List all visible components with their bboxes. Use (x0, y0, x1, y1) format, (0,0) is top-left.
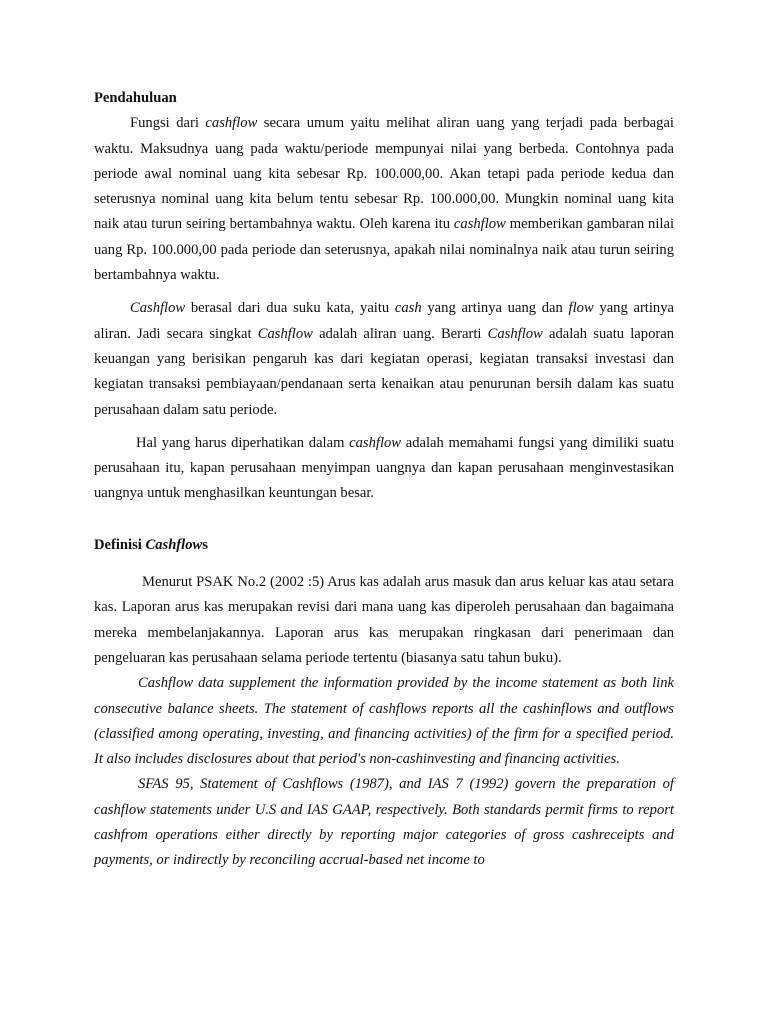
paragraph-italic (94, 671, 674, 772)
text-run: Hal yang harus diperhatikan dalam (136, 434, 350, 451)
text-run: adalah suatu laporan keuangan yang berisikan pengaruh kas dari kegiatan operasi, kegiatan transaksi investasi dan kegiatan transaksi pembiayaan/pendanaan serta kenaikan atau penurunan bersih dalam kas suatu perusahaan dalam satu periode. (94, 325, 675, 418)
text-run-italic: SFAS 95, Statement of Cashflows (1987), and IAS 7 (1992) govern the preparation of cashflow statements under U.S and IAS GAAP, respectively. Both standards permit firms to report cashfrom operations either directly by reporting major categories of gross cashreceipts and payments, or indirectly by reconciling accrual-based net income to (94, 776, 674, 869)
paragraph (94, 296, 674, 422)
text-run: memberikan gambaran nilai uang Rp. 100.000,00 pada periode dan seterusnya, apakah nilai nominalnya naik atau turun seiring bertambahnya waktu. (94, 216, 674, 284)
text-run: yang artinya uang dan (421, 300, 569, 317)
heading-text-italic: Cashflow (145, 536, 203, 553)
text-run: berasal dari dua suku kata, yaitu (185, 300, 395, 317)
text-run: Fungsi dari (130, 115, 206, 132)
paragraph-italic (94, 772, 674, 873)
text-run: secara umum yaitu melihat aliran uang yang terjadi pada berbagai waktu. Maksudnya uang pada waktu/periode mempunyai nilai yang berbeda. Contohnya pada periode awal nominal uang kita sebesar Rp. 100.000,00. Akan tetapi pada periode kedua dan seterusnya nominal uang kita belum tentu sebesar Rp. 100.000,00. Mungkin nominal uang kita naik atau turun seiring bertambahnya waktu. Oleh karena itu (94, 115, 674, 233)
document-page (94, 86, 674, 874)
paragraph (94, 431, 674, 507)
section-heading-pendahuluan: Pendahuluan (94, 90, 177, 106)
text-run: yang artinya aliran. Jadi secara singkat (94, 300, 674, 342)
text-run-italic: Cashflow (130, 300, 186, 317)
text-run-italic: Cashflow (257, 325, 313, 342)
paragraph (94, 111, 674, 288)
text-run: adalah memahami fungsi yang dimiliki suatu perusahaan itu, kapan perusahaan menyimpan uangnya dan kapan perusahaan menginvestasikan uangnya untuk menghasilkan keuntungan besar. (94, 434, 675, 502)
paragraph (94, 570, 674, 671)
text-run-italic: cashflow (453, 216, 506, 233)
text-run-italic: cashflow (205, 115, 258, 132)
text-run-italic: cash (394, 300, 422, 317)
section-heading-definisi (94, 533, 674, 558)
text-run: Menurut PSAK No.2 (2002 :5) Arus kas adalah arus masuk dan arus keluar kas atau setara kas. Laporan arus kas merupakan revisi dari mana uang kas diperoleh perusahaan dan bagaimana mereka membelanjakannya. Laporan arus kas merupakan ringkasan dari penerimaan dan pengeluaran kas perusahaan selama periode tertentu (biasanya satu tahun buku). (94, 574, 674, 666)
text-run-italic: Cashflow data supplement the information provided by the income statement as both link consecutive balance sheets. The statement of cashflows reports all the cashinflows and outflows (classified among operating, investing, and financing activities) of the firm for a specified period. It also includes disclosures about that period's non-cashinvesting and financing activities. (94, 675, 674, 768)
text-run-italic: Cashflow (487, 325, 543, 342)
text-run-italic: flow (568, 300, 594, 317)
heading-text: Definisi (94, 536, 146, 553)
text-run-italic: cashflow (349, 434, 402, 451)
heading-text-suffix: s (202, 536, 208, 553)
text-run: adalah aliran uang. Berarti (312, 325, 488, 342)
